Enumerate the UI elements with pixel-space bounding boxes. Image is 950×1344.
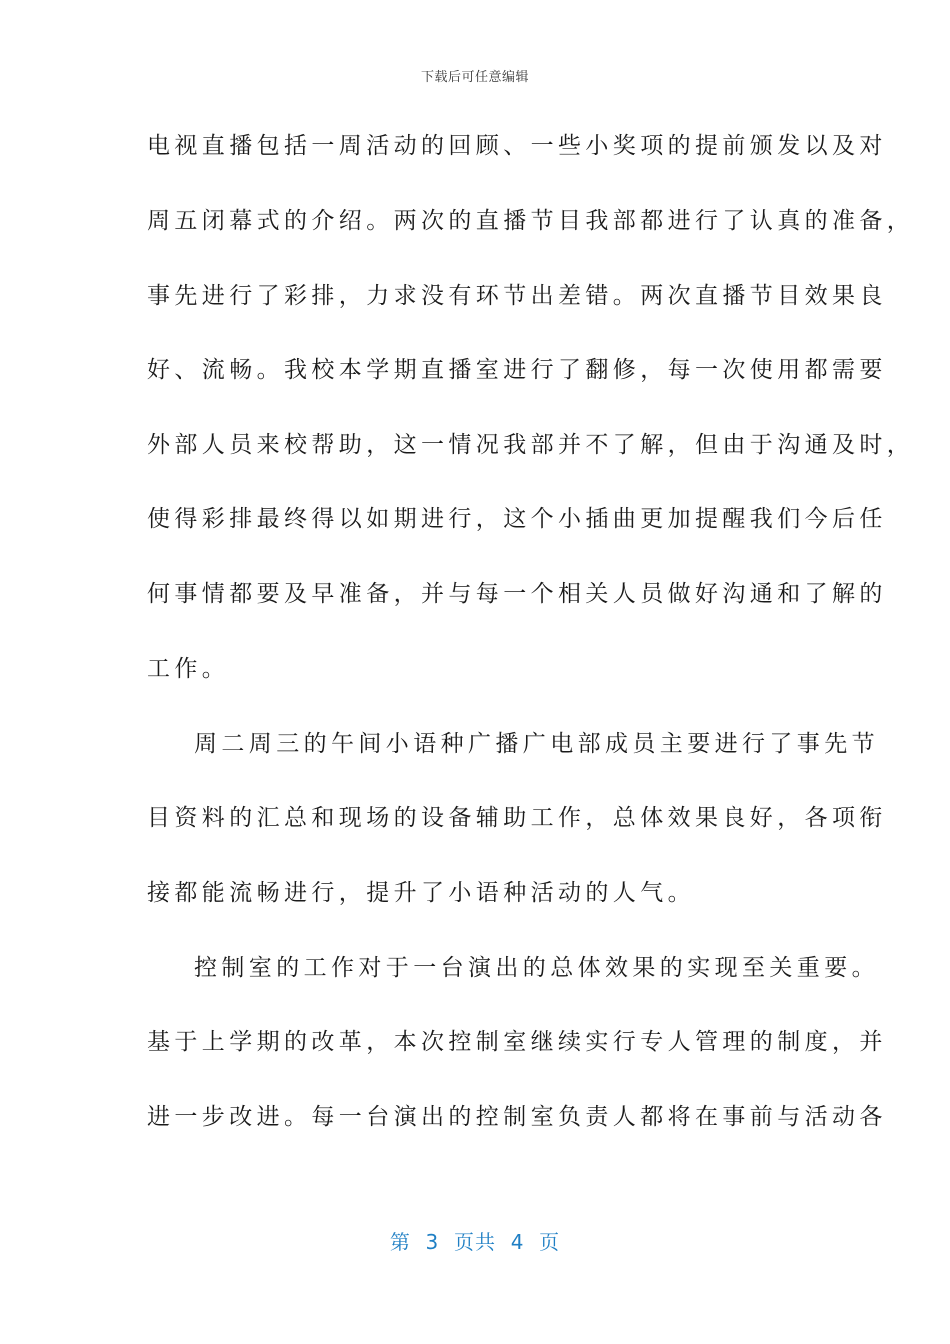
text-line: 控制室的工作对于一台演出的总体效果的实现至关重要。 [194, 955, 879, 981]
header-note: 下载后可任意编辑 [420, 70, 529, 85]
text-line: 电视直播包括一周活动的回顾、一些小奖项的提前颁发以及对 [147, 133, 887, 159]
text-line: 接都能流畅进行，提升了小语种活动的人气。 [147, 880, 695, 906]
text-line: 进一步改进。每一台演出的控制室负责人都将在事前与活动各 [147, 1104, 887, 1130]
text-line: 事先进行了彩排，力求没有环节出差错。两次直播节目效果良 [147, 283, 887, 309]
text-line: 何事情都要及早准备，并与每一个相关人员做好沟通和了解的 [147, 581, 887, 607]
text-line: 目资料的汇总和现场的设备辅助工作，总体效果良好，各项衔 [147, 805, 887, 831]
text-line: 周五闭幕式的介绍。两次的直播节目我部都进行了认真的准备， [147, 208, 915, 234]
text-line: 周二周三的午间小语种广播广电部成员主要进行了事先节 [194, 731, 879, 757]
text-line: 使得彩排最终得以如期进行，这个小插曲更加提醒我们今后任 [147, 506, 887, 532]
text-line: 好、流畅。我校本学期直播室进行了翻修，每一次使用都需要 [147, 357, 887, 383]
text-line: 外部人员来校帮助，这一情况我部并不了解，但由于沟通及时， [147, 432, 915, 458]
page-number-footer: 第 3 页共 4 页 [389, 1230, 561, 1254]
text-line: 基于上学期的改革，本次控制室继续实行专人管理的制度，并 [147, 1029, 887, 1055]
text-line: 工作。 [147, 656, 230, 682]
